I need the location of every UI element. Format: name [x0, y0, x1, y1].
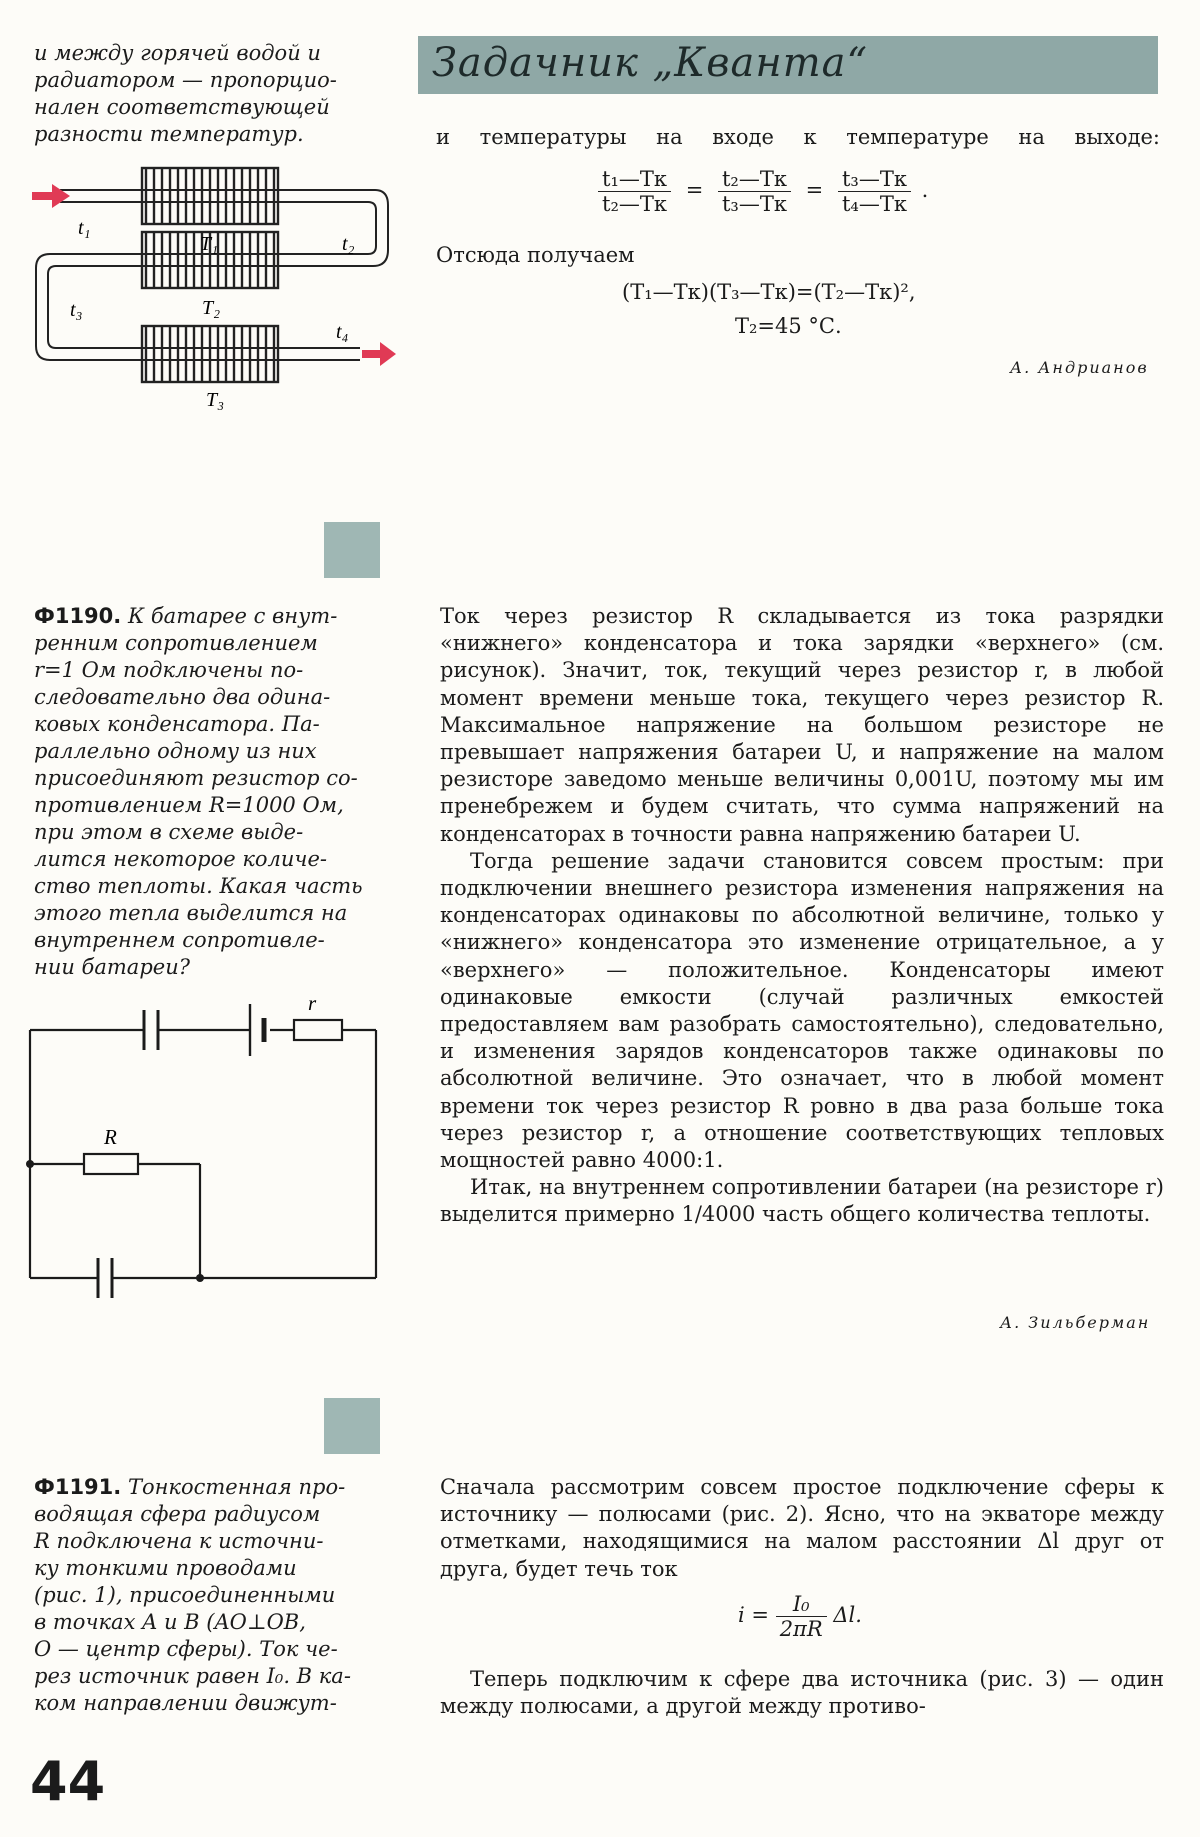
problem-f1191: Ф1191. Тонкостенная про- водящая сфера радиусом R подключена к источни- ку тонкими проводами (рис. 1), присоединенными в точках A и B (AO⊥OB, O — центр сферы). Ток че- рез источник равен I₀. В ка- ком направлении движут- [34, 1475, 351, 1715]
equation-result: T₂=45 °С. [735, 314, 842, 338]
battery-symbol [250, 1004, 264, 1056]
section-marker [324, 522, 380, 578]
inlet-arrow-icon [32, 184, 70, 208]
label-r: r [308, 991, 317, 1015]
author-andrianov: А. Андрианов [1010, 358, 1149, 377]
solution-intro: и температуры на входе к температуре на выходе: [436, 125, 1160, 149]
problem-number: Ф1190. [34, 604, 122, 628]
capacitor-top [144, 1010, 158, 1050]
ratio-equation: $\frac{\text{t₁—Tк}}{\text{t₂—Tк}}$ = $\frac{\text{t₂—Tк}}{\text{t₃—Tк}}$ = $\frac{\text{t₃—Tк}}{\text{t₄—Tк}}$ . [598, 167, 928, 216]
solution-f1189 [436, 124, 1160, 151]
paragraph: Итак, на внутреннем сопротивлении батареи (на резисторе r) выделится примерно 1/4000 часть общего количества теплоты. [440, 1175, 1164, 1227]
label-R: R [104, 1125, 117, 1149]
junction-dot [26, 1160, 34, 1168]
problem-number: Ф1191. [34, 1475, 122, 1499]
current-formula: i = $\frac{\text{I₀}}{2\pi R}$ Δl. [738, 1592, 862, 1641]
outlet-arrow-icon [362, 342, 396, 366]
label-T2: T₂ [202, 297, 221, 319]
paragraph: Тогда решение задачи становится совсем простым: при подключении внешнего резистора изменения напряжения на конденсаторах одинаковы по абсолютной величине, только у «нижнего» конденсатора это изменение отрицательное, а у «верхнего» — положительное. Конденсаторы имеют одинаковые емкости (случай различных емкостей предоставляем вам разобрать самостоятельно), следовательно, и изменения зарядов конденсаторов также одинаковы по абсолютной величине. Это означает, что в любой момент времени ток через резистор R ровно в два раза больше тока через резистор r, а отношение соответствующих тепловых мощностей равно 4000:1. [440, 848, 1164, 1173]
radiator-figure [30, 160, 400, 490]
label-t1: t₁ [78, 217, 91, 239]
solution-f1190 [440, 603, 1164, 1229]
solution-f1191-p2: Теперь подключим к сфере два источника (рис. 3) — один между полюсами, а другой между противо- [440, 1667, 1164, 1719]
hence-text: Отсюда получаем [436, 243, 635, 267]
equation-product: (T₁—Tк)(T₃—Tк)=(T₂—Tк)², [622, 280, 916, 304]
capacitor-bottom [98, 1258, 112, 1298]
radiator-T3 [142, 326, 278, 382]
page-number: 44 [30, 1750, 106, 1813]
label-t3: t₃ [70, 299, 83, 321]
top-left-text [34, 40, 379, 148]
author-zilberman: А. Зильберман [1000, 1313, 1151, 1332]
circuit-diagram [24, 990, 384, 1310]
paragraph: Ток через резистор R складывается из тока разрядки «нижнего» конденсатора и тока зарядки «верхнего» (см. рисунок). Значит, ток, текущий через резистор r, в любой момент времени меньше тока, текущего через резистор R. Максимальное напряжение на большом резисторе не превышает напряжения батареи U, и напряжение на малом резисторе заведомо меньше величины 0,001U, поэтому мы им пренебрежем и будем считать, что сумма напряжений на конденсаторах в точности равна напряжению батареи U. [440, 604, 1164, 846]
text-line: и между горячей водой и [34, 41, 321, 65]
text-line: радиатором — пропорцио- [34, 68, 337, 92]
header-banner [418, 36, 1158, 94]
fraction-3: $\frac{\text{t₃—Tк}}{\text{t₄—Tк}}$ [838, 167, 911, 216]
label-t2: t₂ [342, 233, 355, 255]
resistor-R [84, 1154, 138, 1174]
junction-dot [196, 1274, 204, 1282]
label-T3: T₃ [206, 389, 225, 411]
solution-f1191-p1: Сначала рассмотрим совсем простое подключение сферы к источнику — полюсами (рис. 2). Ясно, что на экваторе между отметками, находящимися на малом расстоянии Δl друг от друга, будет течь ток [440, 1475, 1164, 1581]
text-line: разности температур. [34, 122, 304, 146]
radiator-T1 [142, 168, 278, 224]
banner-title: Задачник „Кванта“ [432, 40, 868, 86]
fraction-2: $\frac{\text{t₂—Tк}}{\text{t₃—Tк}}$ [718, 167, 791, 216]
problem-f1190: Ф1190. К батарее с внут- ренним сопротивлением r=1 Ом подключены по- следовательно два одина- ковых конденсатора. Па- раллельно одному из них присоединяют резистор со- противлением R=1000 Ом, при этом в схеме выде- лится некоторое количе- ство теплоты. Какая часть этого тепла выделится на внутреннем сопротивле- нии батареи? [34, 604, 363, 979]
section-marker [324, 1398, 380, 1454]
label-t4: t₄ [336, 321, 349, 343]
label-T1: T₁ [200, 233, 219, 255]
text-line: нален соответствующей [34, 95, 330, 119]
resistor-r [294, 1020, 342, 1040]
fraction-1: $\frac{\text{t₁—Tк}}{\text{t₂—Tк}}$ [598, 167, 671, 216]
